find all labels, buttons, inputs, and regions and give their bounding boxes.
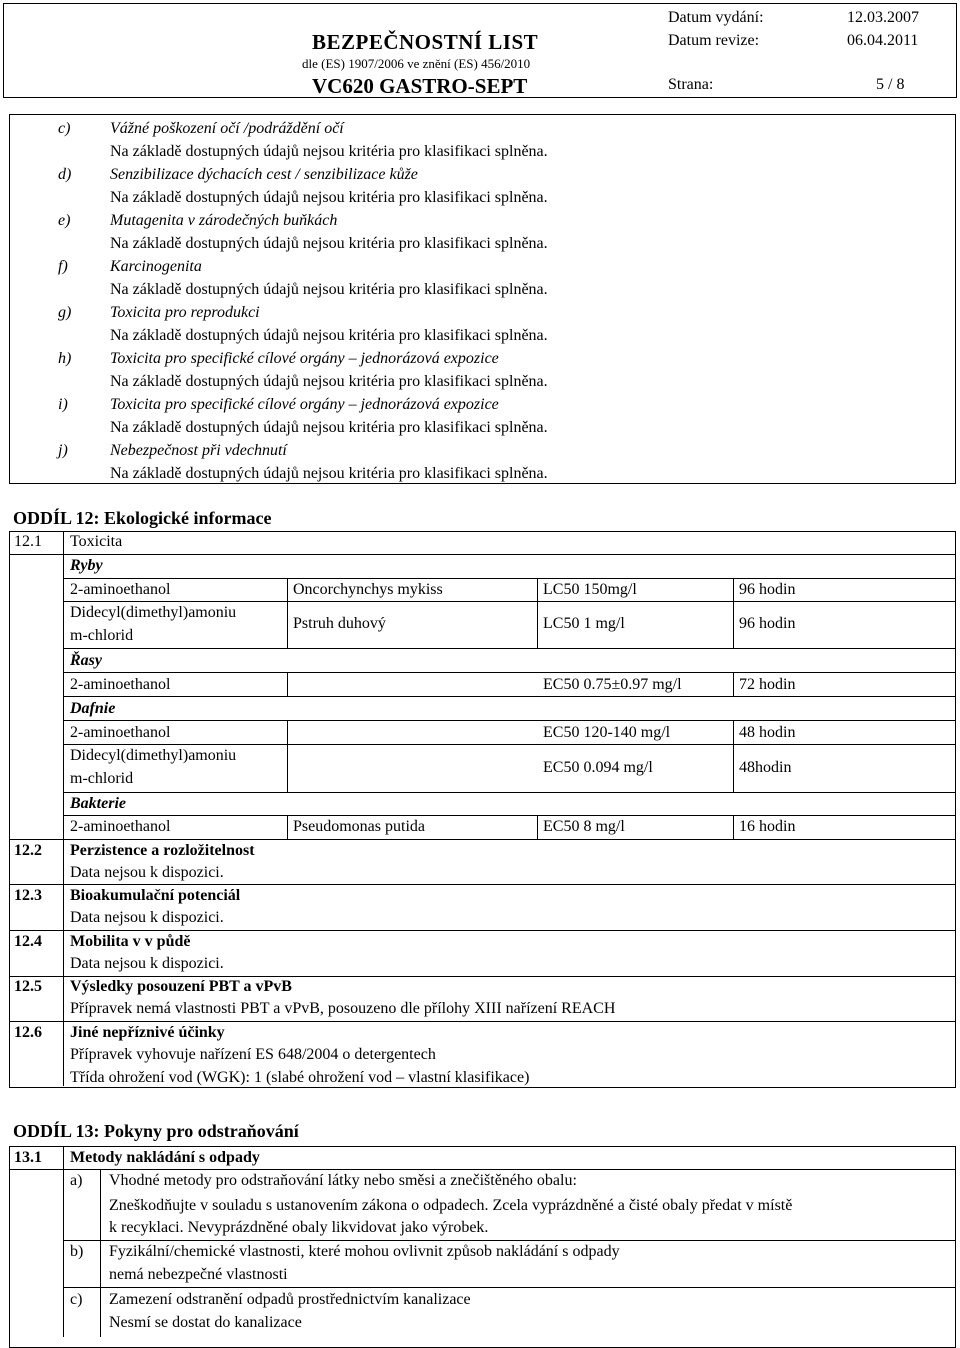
row-divider [9,554,955,555]
revision-date-label: Datum revize: [668,32,760,49]
subsection-title: Bioakumulační potenciál [70,887,241,904]
toxicology-item-heading: Karcinogenita [110,258,202,275]
toxicology-item-heading: Senzibilizace dýchacích cest / senzibilizace kůže [110,166,418,183]
item-letter: c) [70,1291,83,1308]
page-label: Strana: [668,76,714,93]
revision-date-value: 06.04.2011 [847,32,919,49]
subsection-title: Mobilita v v půdě [70,933,191,950]
toxicology-item-text: Na základě dostupných údajů nejsou kritéria pro klasifikaci splněna. [110,327,548,344]
toxicology-item-text: Na základě dostupných údajů nejsou kritéria pro klasifikaci splněna. [110,419,548,436]
column-divider [287,815,288,839]
toxicology-item-text: Na základě dostupných údajů nejsou kritéria pro klasifikaci splněna. [110,373,548,390]
item-letter: a) [70,1172,83,1189]
letter-column-divider [100,1169,101,1337]
table-cell-substance: Didecyl(dimethyl)amoniu [70,747,237,764]
table-cell-time: 96 hodin [739,615,796,632]
row-divider [63,815,955,816]
table-cell-substance: 2-aminoethanol [70,676,171,693]
row-divider [9,1169,955,1170]
subsection-number: 12.1 [14,533,42,550]
item-heading: Vhodné metody pro odstraňování látky nebo směsi a znečištěného obalu: [109,1172,577,1189]
toxicology-item-heading: Vážné poškození očí /podráždění očí [110,120,344,137]
subsection-number: 12.5 [14,978,42,995]
table-cell-time: 16 hodin [739,818,796,835]
subsection-number: 12.2 [14,842,42,859]
item-text: nemá nebezpečné vlastnosti [109,1266,288,1283]
column-divider [733,815,734,839]
table-cell-value: EC50 120-140 mg/l [543,724,671,741]
subsection-text: Data nejsou k dispozici. [70,955,224,972]
table-cell-time: 48 hodin [739,724,796,741]
subsection-number: 12.3 [14,887,42,904]
section-13-title: ODDÍL 13: Pokyny pro odstraňování [13,1121,299,1141]
document-title: BEZPEČNOSTNÍ LIST [312,30,539,54]
toxicology-item-text: Na základě dostupných údajů nejsou kritéria pro klasifikaci splněna. [110,281,548,298]
subsection-title: Perzistence a rozložitelnost [70,842,255,859]
row-divider [63,648,955,649]
group-label-fish: Ryby [70,557,103,574]
table-cell-organism: Oncorchynchys mykiss [293,581,443,598]
toxicology-item-heading: Mutagenita v zárodečných buňkách [110,212,338,229]
number-column-divider [63,1146,64,1337]
item-text: Zneškodňujte v souladu s ustanovením zákona o odpadech. Zcela vyprázdněné a čisté obaly předat v místě [109,1197,793,1214]
row-divider [63,720,955,721]
group-label-daphnia: Dafnie [70,700,116,717]
row-divider [9,930,955,931]
subsection-number: 13.1 [14,1149,42,1166]
product-name: VC620 GASTRO-SEPT [312,74,528,98]
row-divider [63,792,955,793]
page-number: 5 / 8 [876,76,905,93]
row-divider [63,696,955,697]
table-cell-organism: Pseudomonas putida [293,818,425,835]
table-cell-substance: 2-aminoethanol [70,581,171,598]
column-divider [537,815,538,839]
subsection-text: Třída ohrožení vod (WGK): 1 (slabé ohrožení vod – vlastní klasifikace) [70,1069,530,1086]
toxicology-item-heading: Toxicita pro specifické cílové orgány – jednorázová expozice [110,350,499,367]
table-cell-substance-cont: m-chlorid [70,770,134,787]
row-divider [9,884,955,885]
table-cell-value: EC50 8 mg/l [543,818,625,835]
item-text: k recyklaci. Nevyprázdněné obaly likvidovat jako výrobek. [109,1219,489,1236]
item-heading: Fyzikální/chemické vlastnosti, které mohou ovlivnit způsob nakládání s odpady [109,1243,620,1260]
subsection-text: Přípravek vyhovuje nařízení ES 648/2004 o detergentech [70,1046,436,1063]
item-text: Nesmí se dostat do kanalizace [109,1314,302,1331]
toxicology-item-text: Na základě dostupných údajů nejsou kritéria pro klasifikaci splněna. [110,235,548,252]
row-divider [9,976,955,977]
issued-date-value: 12.03.2007 [847,9,919,26]
table-cell-value: LC50 1 mg/l [543,615,625,632]
issued-date-label: Datum vydání: [668,9,764,26]
table-cell-substance: Didecyl(dimethyl)amoniu [70,604,237,621]
toxicology-item-heading: Toxicita pro reprodukci [110,304,260,321]
toxicology-item-text: Na základě dostupných údajů nejsou kritéria pro klasifikaci splněna. [110,465,548,482]
subsection-title: Jiné nepříznivé účinky [70,1024,225,1041]
table-cell-value: EC50 0.75±0.97 mg/l [543,676,682,693]
column-divider [733,672,734,696]
table-cell-value: EC50 0.094 mg/l [543,759,653,776]
toxicology-item-heading: Toxicita pro specifické cílové orgány – jednorázová expozice [110,396,499,413]
subsection-text: Data nejsou k dispozici. [70,909,224,926]
subsection-title: Toxicita [70,533,123,550]
column-divider [287,720,288,792]
row-divider [63,601,955,602]
subsection-title: Výsledky posouzení PBT a vPvB [70,978,292,995]
row-divider [63,744,955,745]
column-divider [537,578,538,648]
group-label-algae: Řasy [70,652,102,669]
column-divider [287,672,288,696]
regulation-reference: dle (ES) 1907/2006 ve znění (ES) 456/2010 [302,56,531,71]
subsection-number: 12.4 [14,933,42,950]
table-cell-value: LC50 150mg/l [543,581,637,598]
row-divider [63,1240,955,1241]
row-divider [63,578,955,579]
item-letter: b) [70,1243,84,1260]
table-cell-substance: 2-aminoethanol [70,724,171,741]
table-cell-substance-cont: m-chlorid [70,627,134,644]
row-divider [9,839,955,840]
column-divider [733,720,734,792]
table-cell-organism: Pstruh duhový [293,615,386,632]
table-cell-time: 48hodin [739,759,792,776]
subsection-number: 12.6 [14,1024,42,1041]
row-divider [63,672,955,673]
item-heading: Zamezení odstranění odpadů prostřednictvím kanalizace [109,1291,471,1308]
toxicology-item-text: Na základě dostupných údajů nejsou kritéria pro klasifikaci splněna. [110,189,548,206]
table-cell-time: 72 hodin [739,676,796,693]
document-header [3,3,957,98]
row-divider [63,1287,955,1288]
toxicology-item-text: Na základě dostupných údajů nejsou kritéria pro klasifikaci splněna. [110,143,548,160]
row-divider [9,1021,955,1022]
column-divider [733,578,734,648]
table-cell-substance: 2-aminoethanol [70,818,171,835]
subsection-title: Metody nakládání s odpady [70,1149,260,1166]
subsection-text: Přípravek nemá vlastnosti PBT a vPvB, posouzeno dle přílohy XIII nařízení REACH [70,1000,616,1017]
column-divider [287,578,288,648]
toxicology-item-heading: Nebezpečnost při vdechnutí [110,442,287,459]
subsection-text: Data nejsou k dispozici. [70,864,224,881]
number-column-divider [63,531,64,1086]
section-12-title: ODDÍL 12: Ekologické informace [13,508,272,528]
group-label-bacteria: Bakterie [70,795,126,812]
table-cell-time: 96 hodin [739,581,796,598]
